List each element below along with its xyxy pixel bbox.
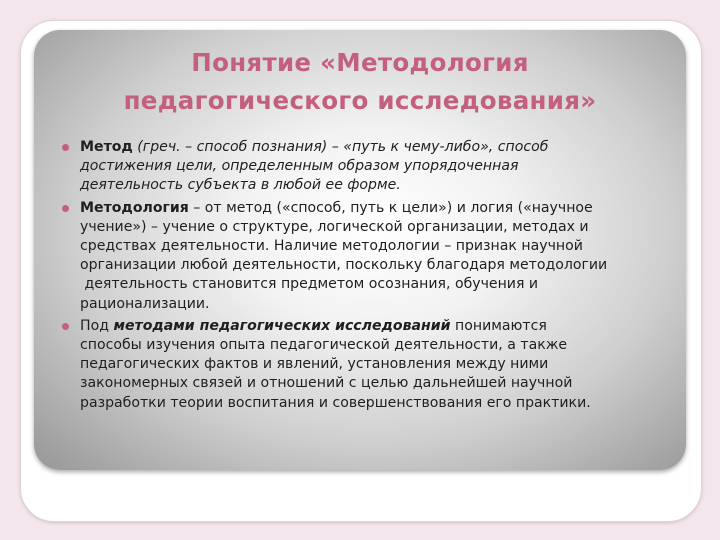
bullet-dot-icon [62,205,69,212]
prefix-text: Под [80,317,114,334]
definition-text: способы изучения опыта педагогической деятельности, а также [80,337,568,354]
term-method: Метод [80,139,133,155]
definition-text: организации любой деятельности, поскольку благодаря методологии [80,257,608,274]
definition-text: разработки теории воспитания и совершенствования его практики. [80,394,591,411]
term-research-methods: методами педагогических исследований [113,317,451,334]
slide-title [40,44,680,120]
bullet-dot-icon [62,144,69,151]
slide-title-line-2: педагогического исследования» [123,86,597,115]
bullet-line [80,138,682,157]
bullet-line [80,317,682,336]
definition-text: учение») – учение о структуре, логической организации, методах и [80,218,589,235]
term-methodology: Методология [80,199,189,216]
definition-text: средствах деятельности. Наличие методологии – признак научной [80,238,583,255]
slide-body [62,138,682,416]
bullet-item-method [62,138,682,196]
definition-text: закономерных связей и отношений с целью дальнейшей научной [80,375,573,392]
definition-text: – от метод («способ, путь к цели») и логия («научное [188,199,593,216]
bullet-item-research-methods [62,317,682,413]
bullet-item-methodology [62,199,682,314]
definition-text: рационализации. [80,295,210,312]
definition-text: деятельность субъекта в любой ее форме. [80,177,401,194]
definition-text: деятельность становится предметом осознания, обучения и [80,276,539,293]
bullet-dot-icon [62,323,69,330]
bullet-line [80,199,682,218]
definition-text: педагогических фактов и явлений, установления между ними [80,356,549,373]
definition-text: достижения цели, определенным образом упорядоченная [80,158,519,175]
definition-text: понимаются [450,317,547,334]
definition-text: (греч. – способ познания) – «путь к чему-либо», способ [132,139,549,155]
slide-title-line-1: Понятие «Методология [191,48,529,77]
